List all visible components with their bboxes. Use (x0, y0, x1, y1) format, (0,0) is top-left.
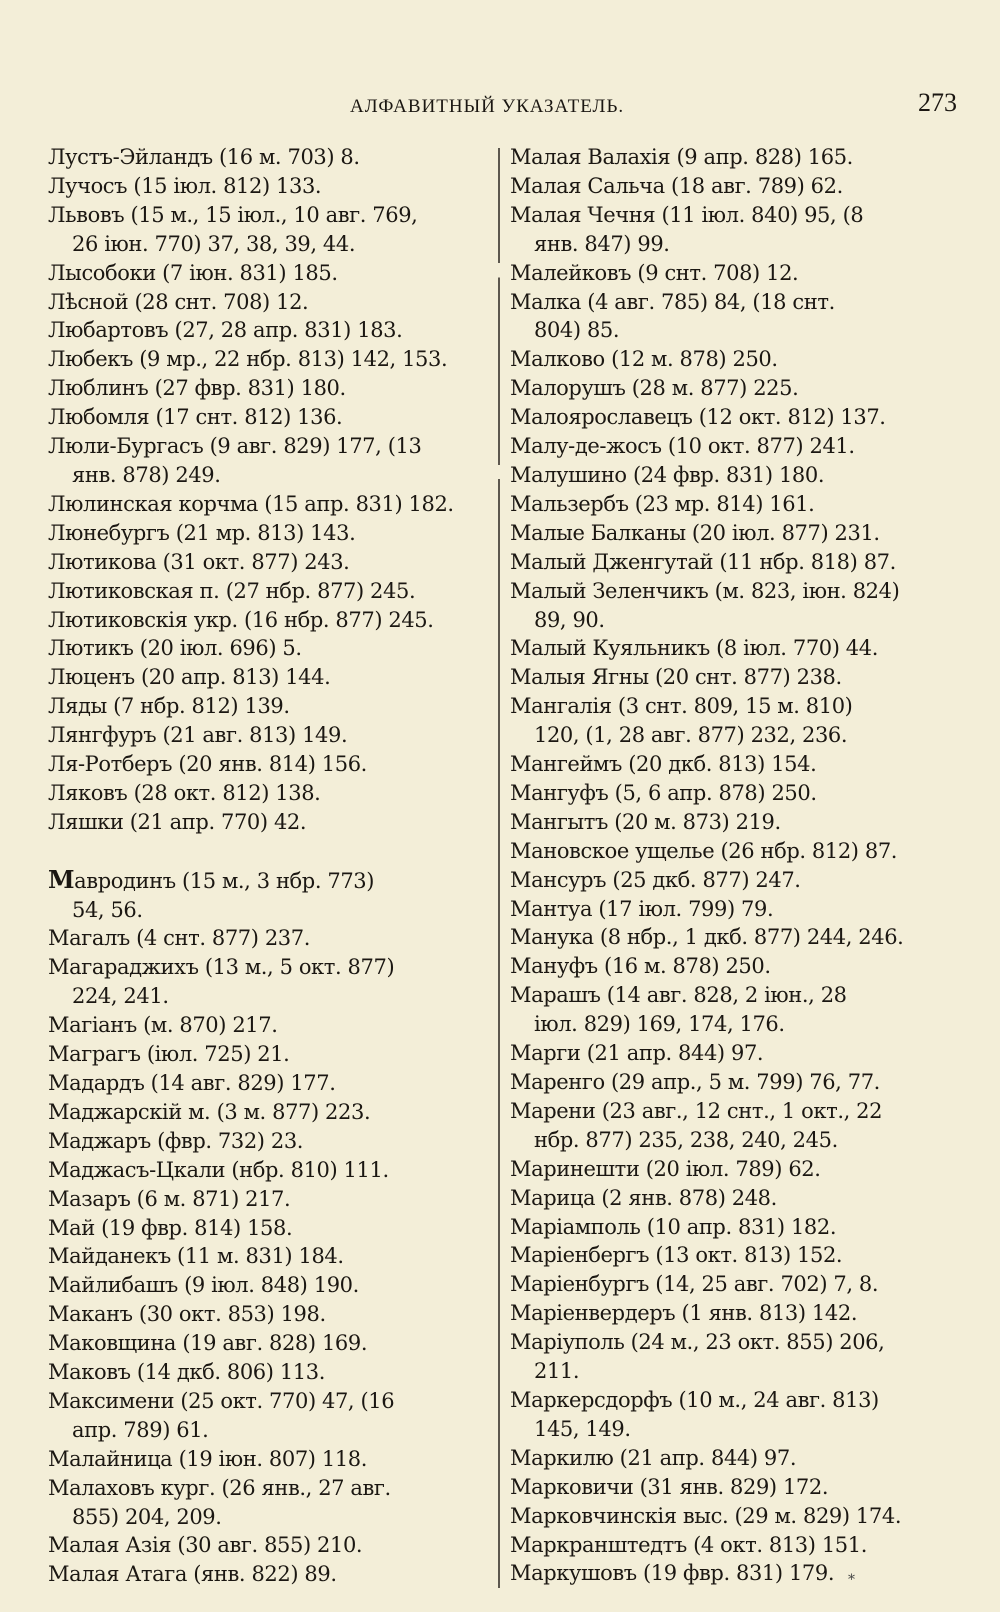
index-entry (510, 952, 950, 981)
entry-continuation: іюл. 829) 169, 174, 176. (534, 1012, 785, 1037)
entry-line: Мангалія (3 снт. 809, 15 м. 810) (510, 694, 853, 719)
entry-line: Майданекъ (11 м. 831) 184. (48, 1244, 344, 1269)
index-entry (48, 143, 488, 172)
entry-line: Ляковъ (28 окт. 812) 138. (48, 780, 321, 805)
index-entry (48, 808, 488, 837)
entry-line: Лютиковская п. (27 нбр. 877) 245. (48, 578, 416, 603)
index-entry (510, 808, 950, 837)
entry-line: Малоярославецъ (12 окт. 812) 137. (510, 405, 886, 430)
index-entry (48, 432, 488, 490)
entry-line: Малайница (19 іюн. 807) 118. (48, 1446, 368, 1471)
entry-line: Маканъ (30 окт. 853) 198. (48, 1302, 326, 1327)
index-entry (48, 1185, 488, 1214)
entry-line: Марковчинскія выс. (29 м. 829) 174. (510, 1503, 902, 1528)
index-entry (48, 577, 488, 606)
entry-line: Любартовъ (27, 28 апр. 831) 183. (48, 318, 403, 343)
entry-line: Мантуа (17 іюл. 799) 79. (510, 896, 774, 921)
index-entry (48, 1329, 488, 1358)
entry-line: Лучосъ (15 іюл. 812) 133. (48, 173, 322, 198)
section-initial: М (48, 864, 75, 894)
index-column-left (48, 143, 488, 1589)
entry-continuation: 54, 56. (72, 897, 143, 922)
entry-line: Мангуфъ (5, 6 апр. 878) 250. (510, 780, 817, 805)
index-entry (48, 1358, 488, 1387)
entry-line: Любекъ (9 мр., 22 нбр. 813) 142, 153. (48, 347, 448, 372)
index-entry (510, 981, 950, 1039)
entry-line: Малая Атага (янв. 822) 89. (48, 1562, 337, 1587)
entry-line: Мансуръ (25 дкб. 877) 247. (510, 867, 801, 892)
index-entry (510, 1039, 950, 1068)
page-header (0, 88, 1000, 128)
entry-line: Лѣсной (28 снт. 708) 12. (48, 289, 309, 314)
running-title: АЛФАВИТНЫЙ УКАЗАТЕЛЬ. (350, 96, 625, 117)
entry-line: Маринешти (20 іюл. 789) 62. (510, 1156, 821, 1181)
entry-line: Мазаръ (6 м. 871) 217. (48, 1186, 291, 1211)
index-entry (510, 1473, 950, 1502)
entry-line: Ля-Ротберъ (20 янв. 814) 156. (48, 752, 367, 777)
entry-line: Любомля (17 снт. 812) 136. (48, 405, 343, 430)
index-entry (510, 143, 950, 172)
entry-line: Лютиковскія укр. (16 нбр. 877) 245. (48, 607, 434, 632)
index-entry (48, 1127, 488, 1156)
entry-line: Май (19 фвр. 814) 158. (48, 1215, 293, 1240)
index-entry (510, 490, 950, 519)
entry-line: Мановское ущелье (26 нбр. 812) 87. (510, 838, 898, 863)
entry-line: Малые Балканы (20 іюл. 877) 231. (510, 520, 880, 545)
index-entry (510, 288, 950, 346)
entry-line: Малу-де-жосъ (10 окт. 877) 241. (510, 434, 855, 459)
index-entry (510, 1502, 950, 1531)
index-entry (510, 1097, 950, 1155)
index-entry (48, 721, 488, 750)
index-entry (510, 345, 950, 374)
entry-line: Малый Зеленчикъ (м. 823, іюн. 824) (510, 578, 900, 603)
entry-line: Маренго (29 апр., 5 м. 799) 76, 77. (510, 1070, 880, 1094)
index-entry (48, 1445, 488, 1474)
entry-line: Малка (4 авг. 785) 84, (18 снт. (510, 289, 835, 314)
index-entry (48, 519, 488, 548)
index-entry (48, 1387, 488, 1445)
entry-line: Малково (12 м. 878) 250. (510, 347, 778, 372)
index-entry (510, 1386, 950, 1444)
index-entry (48, 1040, 488, 1069)
index-entry (48, 1156, 488, 1185)
index-entry (48, 259, 488, 288)
entry-line: Лысобоки (7 іюн. 831) 185. (48, 260, 338, 285)
entry-line: Лютикъ (20 іюл. 696) 5. (48, 636, 302, 661)
index-entry (510, 461, 950, 490)
entry-line: Маріенбургъ (14, 25 авг. 702) 7, 8. (510, 1272, 879, 1297)
index-entry (48, 288, 488, 317)
index-entry (48, 1271, 488, 1300)
entry-line: Ляды (7 нбр. 812) 139. (48, 694, 290, 719)
entry-continuation: апр. 789) 61. (72, 1417, 209, 1442)
index-entry (510, 577, 950, 635)
entry-line: Маковъ (14 дкб. 806) 113. (48, 1360, 325, 1385)
index-entry (510, 1270, 950, 1299)
index-entry (510, 634, 950, 663)
entry-line: Маджасъ-Цкали (нбр. 810) 111. (48, 1157, 389, 1182)
index-entry (510, 1184, 950, 1213)
index-entry (510, 779, 950, 808)
entry-line: Малый Дженгутай (11 нбр. 818) 87. (510, 549, 896, 574)
entry-line: Лянгфуръ (21 авг. 813) 149. (48, 723, 348, 748)
index-entry (510, 259, 950, 288)
index-entry (510, 519, 950, 548)
entry-line: Маріенвердеръ (1 янв. 813) 142. (510, 1301, 858, 1326)
entry-continuation: нбр. 877) 235, 238, 240, 245. (534, 1127, 838, 1152)
entry-line: Магіанъ (м. 870) 217. (48, 1013, 278, 1038)
index-entry (510, 750, 950, 779)
index-entry (510, 866, 950, 895)
entry-continuation: 145, 149. (534, 1416, 631, 1441)
column-divider (498, 148, 500, 1588)
entry-continuation: 211. (534, 1359, 580, 1384)
entry-line: Малая Сальча (18 авг. 789) 62. (510, 173, 843, 198)
entry-line: Лустъ-Эйландъ (16 м. 703) 8. (48, 145, 360, 169)
index-entry (510, 895, 950, 924)
index-entry (48, 1531, 488, 1560)
index-entry (48, 316, 488, 345)
entry-line: Малыя Ягны (20 снт. 877) 238. (510, 665, 842, 690)
index-entry (48, 953, 488, 1011)
entry-line: Марени (23 авг., 12 снт., 1 окт., 22 (510, 1098, 883, 1123)
entry-line: Марашъ (14 авг. 828, 2 іюн., 28 (510, 983, 847, 1008)
index-entry (48, 1011, 488, 1040)
entry-line: Мангытъ (20 м. 873) 219. (510, 809, 781, 834)
index-entry (48, 548, 488, 577)
entry-line: Марица (2 янв. 878) 248. (510, 1185, 777, 1210)
index-entry (48, 1474, 488, 1532)
entry-continuation: 855) 204, 209. (72, 1504, 222, 1529)
entry-line: Мануфъ (16 м. 878) 250. (510, 954, 771, 979)
entry-line: Маркушовъ (19 фвр. 831) 179. (510, 1561, 835, 1586)
entry-line: Маркилю (21 апр. 844) 97. (510, 1445, 797, 1470)
entry-line: Маркранштедтъ (4 окт. 813) 151. (510, 1532, 867, 1557)
index-entry (510, 548, 950, 577)
index-entry (48, 374, 488, 403)
section-gap (48, 837, 488, 866)
entry-line: Маркерсдорфъ (10 м., 24 авг. 813) (510, 1387, 879, 1412)
index-entry (510, 1299, 950, 1328)
entry-line: Львовъ (15 м., 15 іюл., 10 авг. 769, (48, 202, 418, 227)
entry-line: Маджаръ (фвр. 732) 23. (48, 1128, 304, 1153)
entry-line: Малая Чечня (11 іюл. 840) 95, (8 (510, 202, 864, 227)
index-entry (48, 490, 488, 519)
footer-mark: * (848, 1572, 855, 1588)
entry-line: Малушино (24 фвр. 831) 180. (510, 462, 825, 487)
entry-line: Манука (8 нбр., 1 дкб. 877) 244, 246. (510, 925, 904, 950)
entry-line: Мавродинъ (15 м., 3 нбр. 773) (48, 864, 375, 894)
entry-line: Люлинская корчма (15 апр. 831) 182. (48, 491, 454, 516)
entry-line: Люнебургъ (21 мр. 813) 143. (48, 520, 356, 545)
index-entry (48, 606, 488, 635)
entry-line: Майлибашъ (9 іюл. 848) 190. (48, 1273, 359, 1298)
entry-line: Маковщина (19 авг. 828) 169. (48, 1331, 368, 1356)
entry-line: Максимени (25 окт. 770) 47, (16 (48, 1388, 395, 1413)
entry-continuation: янв. 878) 249. (72, 462, 221, 487)
entry-line: Марковичи (31 янв. 829) 172. (510, 1474, 829, 1499)
entry-continuation: янв. 847) 99. (534, 231, 670, 256)
entry-line: Малаховъ кург. (26 янв., 27 авг. (48, 1475, 391, 1500)
entry-line: Магалъ (4 снт. 877) 237. (48, 926, 310, 951)
index-entry (510, 692, 950, 750)
index-entry (48, 403, 488, 432)
index-entry (48, 1069, 488, 1098)
index-entry (48, 924, 488, 953)
index-entry (510, 1559, 950, 1588)
index-entry (510, 1531, 950, 1560)
entry-line: Малейковъ (9 снт. 708) 12. (510, 260, 799, 285)
entry-line: Маріамполь (10 апр. 831) 182. (510, 1214, 837, 1239)
entry-line: Марги (21 апр. 844) 97. (510, 1041, 764, 1066)
entry-line: Малая Валахія (9 апр. 828) 165. (510, 145, 853, 169)
entry-continuation: 224, 241. (72, 984, 169, 1009)
entry-line: Маріуполь (24 м., 23 окт. 855) 206, (510, 1330, 885, 1355)
index-entry (48, 1560, 488, 1589)
index-entry (510, 1241, 950, 1270)
entry-line: Лютикова (31 окт. 877) 243. (48, 549, 350, 574)
index-entry (48, 1300, 488, 1329)
index-entry (48, 172, 488, 201)
index-entry (510, 837, 950, 866)
index-entry (510, 1155, 950, 1184)
entry-line: Люли-Бургасъ (9 авг. 829) 177, (13 (48, 434, 422, 459)
index-entry (510, 403, 950, 432)
entry-line: Люценъ (20 апр. 813) 144. (48, 665, 331, 690)
index-entry (48, 692, 488, 721)
index-entry (48, 866, 488, 925)
index-entry (510, 374, 950, 403)
index-entry (48, 201, 488, 259)
entry-line: Мальзербъ (23 мр. 814) 161. (510, 491, 815, 516)
entry-continuation: 89, 90. (534, 607, 605, 632)
entry-line: Люблинъ (27 фвр. 831) 180. (48, 376, 346, 401)
index-entry (510, 1328, 950, 1386)
index-entry (510, 201, 950, 259)
index-entry (48, 663, 488, 692)
entry-line: Маджарскій м. (3 м. 877) 223. (48, 1099, 371, 1124)
entry-line: Магараджихъ (13 м., 5 окт. 877) (48, 955, 395, 980)
index-entry (48, 779, 488, 808)
entry-line: Маріенбергъ (13 окт. 813) 152. (510, 1243, 843, 1268)
entry-line: Мангеймъ (20 дкб. 813) 154. (510, 752, 817, 777)
entry-continuation: 26 іюн. 770) 37, 38, 39, 44. (72, 231, 356, 256)
index-entry (510, 1444, 950, 1473)
index-entry (48, 1214, 488, 1243)
entry-continuation: 804) 85. (534, 318, 620, 343)
index-entry (48, 750, 488, 779)
index-entry (510, 663, 950, 692)
index-entry (510, 923, 950, 952)
page-number: 273 (918, 88, 957, 117)
index-entry (48, 345, 488, 374)
index-column-right (510, 143, 950, 1588)
entry-continuation: 120, (1, 28 авг. 877) 232, 236. (534, 723, 848, 748)
index-entry (48, 634, 488, 663)
index-entry (510, 1068, 950, 1097)
entry-line: Ляшки (21 апр. 770) 42. (48, 809, 307, 834)
entry-line: Малая Азія (30 авг. 855) 210. (48, 1533, 363, 1558)
entry-line: Малорушъ (28 м. 877) 225. (510, 376, 799, 401)
entry-line: Мадардъ (14 авг. 829) 177. (48, 1070, 336, 1095)
index-entry (48, 1098, 488, 1127)
entry-line: Малый Куяльникъ (8 іюл. 770) 44. (510, 636, 878, 661)
index-entry (510, 432, 950, 461)
entry-line: Маграгъ (іюл. 725) 21. (48, 1042, 290, 1067)
index-entry (48, 1242, 488, 1271)
index-entry (510, 1213, 950, 1242)
index-entry (510, 172, 950, 201)
